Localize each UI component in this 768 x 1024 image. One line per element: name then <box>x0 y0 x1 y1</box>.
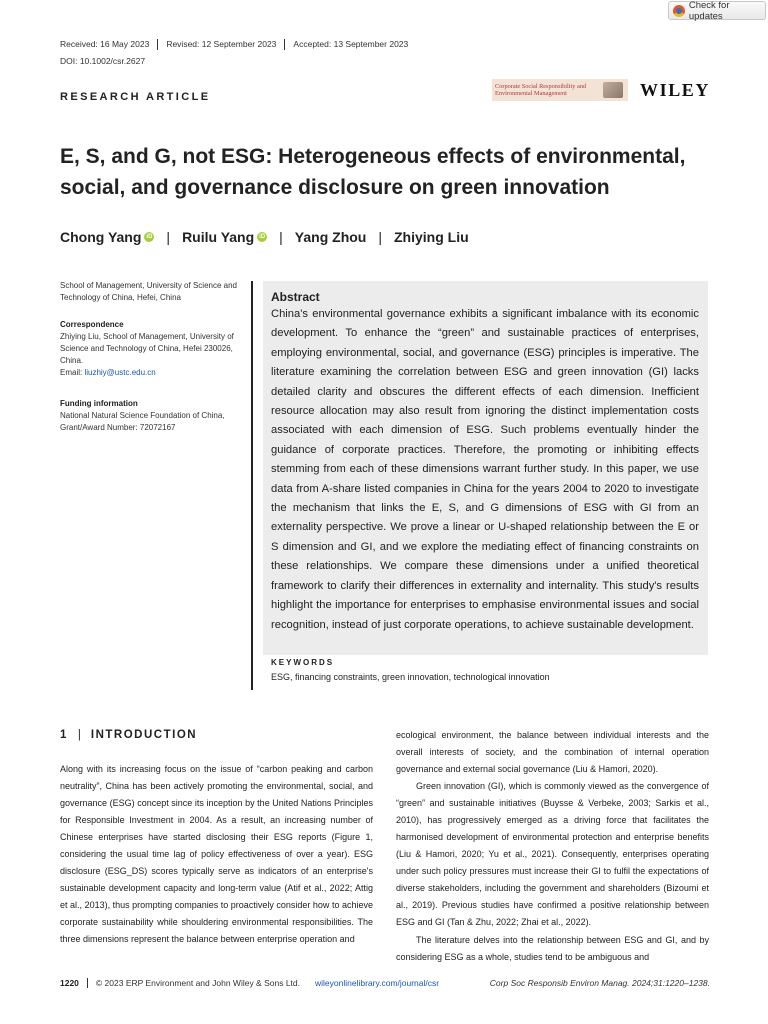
author-separator: | <box>279 229 283 245</box>
affiliation: School of Management, University of Science and Technology of China, Hefei, China <box>60 281 237 302</box>
email-label: Email: <box>60 368 85 377</box>
section-heading <box>60 729 197 741</box>
author[interactable] <box>295 229 367 245</box>
author[interactable] <box>60 229 154 245</box>
funding-block <box>60 398 248 434</box>
copyright: © 2023 ERP Environment and John Wiley & Sons Ltd. <box>95 978 301 988</box>
email-link[interactable]: liuzhiy@ustc.edu.cn <box>84 368 156 377</box>
journal-citation: Corp Soc Responsib Environ Manag. 2024;31:1220–1238. <box>489 978 710 988</box>
keywords-heading: KEYWORDS <box>271 658 335 667</box>
section-number: 1 <box>60 729 68 741</box>
journal-logo[interactable] <box>492 79 628 101</box>
author-name: Yang Zhou <box>294 229 367 245</box>
section-separator: | <box>77 729 81 741</box>
author[interactable] <box>182 229 267 245</box>
correspondence-text: Zhiying Liu, School of Management, University of Science and Technology of China, Hefei 230026, China. <box>60 332 234 365</box>
correspondence-email-line <box>60 367 248 379</box>
publisher-logo[interactable]: WILEY <box>640 80 711 100</box>
accepted-date: Accepted: 13 September 2023 <box>284 39 416 50</box>
intro-paragraph-right-1: ecological environment, the balance between individual interests and the overall interests of society, and the combination of internal operation governance and external social governance (Liu & Hamori, 2020). <box>396 730 709 774</box>
article-dates <box>60 39 416 50</box>
orcid-icon[interactable]: iD <box>146 234 153 240</box>
intro-paragraph-left: Along with its increasing focus on the issue of “carbon peaking and carbon neutrality”, China has been actively promoting the environmental, social, and governance (ESG) concept since its inception by the United Nations Principles for Responsible Investment in 2004. As a result, an increasing number of Chinese enterprises have started disclosing their ESG reports (Figure 1, considering the usual time lag of policy effectiveness of over a year). ESG disclosure (ESG_DS) scores typically serve as indicators of an enterprise's sustainable development capacity and long-term value (Atif et al., 2022; Attig et al., 2013), thus prompting companies to proactively consider how to achieve corporate sustainability while shouldering environmental responsibilities. The three dimensions represent the balance between enterprise operation and <box>60 764 373 944</box>
received-date: Received: 16 May 2023 <box>60 39 150 49</box>
correspondence-block <box>60 319 248 379</box>
intro-paragraph-right-2: Green innovation (GI), which is commonly viewed as the convergence of “green” and sustainable initiatives (Buysse & Verbeke, 2003; Sarkis et al., 2010), has progressively emerged as a driving force that facilitates the harmonised development of environmental protection and enterprise benefits (Liu & Hamori, 2020; Yu et al., 2021). Consequently, enterprises operating under such policy pressures must increase their GI to fulfil the expectations of diverse stakeholders, including the government and shareholders (Bizoumi et al., 2019). Previous studies have confirmed a positive relationship between ESG and GI (Tan & Zhu, 2022; Zhai et al., 2022). <box>396 781 709 927</box>
orcid-icon[interactable]: iD <box>259 234 266 240</box>
page-number: 1220 <box>60 978 88 988</box>
journal-name: Corporate Social Responsibility and Environmental Management <box>495 83 587 97</box>
check-for-updates-label: Check for updates <box>688 0 730 22</box>
funding-heading: Funding information <box>60 399 138 408</box>
abstract-heading: Abstract <box>271 290 320 304</box>
section-title: INTRODUCTION <box>90 729 198 741</box>
abstract-rule <box>251 281 253 690</box>
correspondence-heading: Correspondence <box>60 320 124 329</box>
author-separator: | <box>378 229 382 245</box>
article-title: E, S, and G, not ESG: Heterogeneous effects of environmental, social, and governance disclosure on green innovation <box>60 145 686 199</box>
crossmark-icon <box>673 5 685 17</box>
intro-paragraph-right-3: The literature delves into the relationship between ESG and GI, and by considering ESG as a whole, studies tend to be ambiguous and <box>396 935 709 962</box>
journal-url-link[interactable]: wileyonlinelibrary.com/journal/csr <box>315 978 440 988</box>
author-name: Chong Yang <box>60 229 142 245</box>
author-name: Zhiying Liu <box>394 229 469 245</box>
revised-date: Revised: 12 September 2023 <box>157 39 284 50</box>
journal-cover-image <box>603 82 623 98</box>
author-name: Ruilu Yang <box>182 229 255 245</box>
article-type: RESEARCH ARTICLE <box>60 91 211 103</box>
author-separator: | <box>166 229 171 245</box>
funding-text: National Natural Science Foundation of China, Grant/Award Number: 72072167 <box>60 411 225 432</box>
check-for-updates-button[interactable] <box>668 1 766 20</box>
doi: DOI: 10.1002/csr.2627 <box>60 56 146 66</box>
page-footer <box>60 978 710 988</box>
author[interactable] <box>394 229 469 245</box>
abstract-text: China's environmental governance exhibits a significant imbalance with its economic development. To enhance the “green” and sustainable practices of enterprises, employing environmental, social, and governance (ESG) principles is imperative. The literature examining the correlation between ESG and green innovation (GI) lacks detailed clarity and obscures the different effects of each dimension. Inefficient resource allocation may also result from ignoring the distinct implementation costs associated with each dimension of ESG. Such problems eventually hinder the guidance of corporate practices. Therefore, the promoting or inhibiting effects stemming from each of these dimensions warrant further study. In this paper, we use data from A-share listed companies in China for the years 2004 to 2020 to investigate the mechanism that links the E, S, and G dimensions of ESG with GI from an externality perspective. We prove a linear or U-shaped relationship between the E or S dimension and GI, and we explore the mediating effect of financing constraints on these relationships. We compare these dimensions under a unified theoretical framework to clarify their differences in externality and internality. This study's results highlight the importance for enterprises to emphasise environmental issues and social recognition, instead of just corporate operations, to achieve sustainable development. <box>271 308 699 631</box>
author-list <box>60 229 469 245</box>
keywords-text: ESG, financing constraints, green innovation, technological innovation <box>271 672 550 682</box>
